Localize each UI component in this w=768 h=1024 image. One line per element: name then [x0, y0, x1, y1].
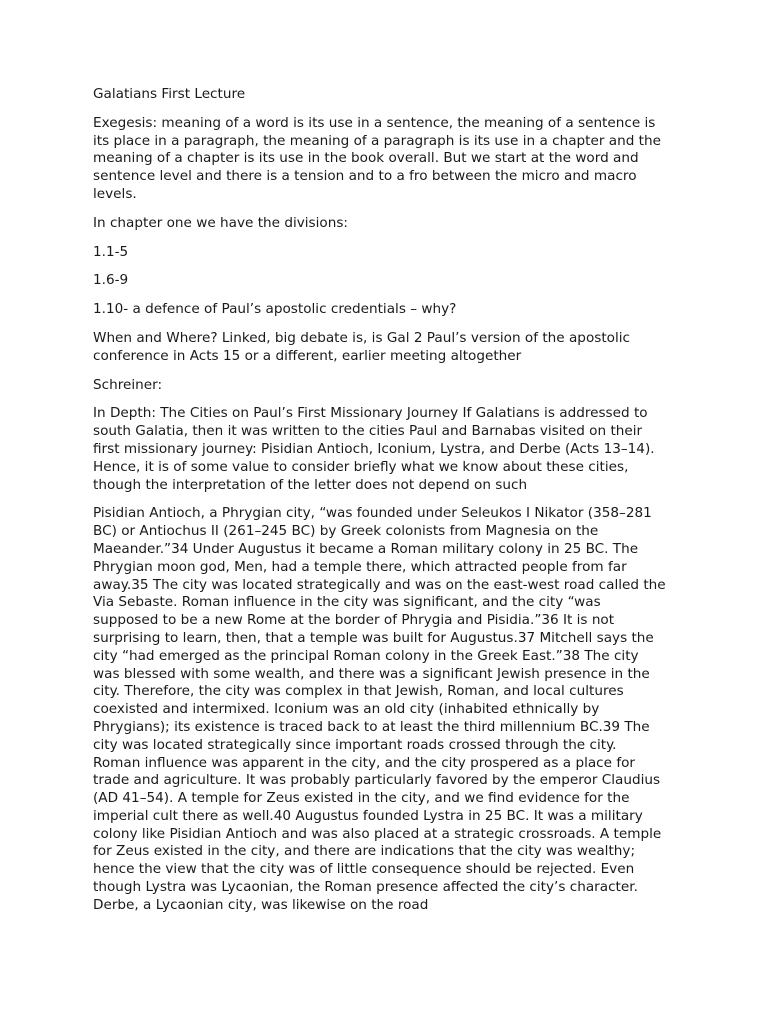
paragraph-when-where: When and Where? Linked, big debate is, is Gal 2 Paul’s version of the apostolic conference in Acts 15 or a different, earlier meeting altogether: [93, 329, 631, 364]
paragraph-division-1: 1.1-5: [93, 243, 129, 260]
paragraph-divisions-intro: In chapter one we have the divisions:: [93, 214, 349, 231]
paragraph-division-3: 1.10- a defence of Paul’s apostolic credentials – why?: [93, 301, 457, 318]
paragraph-division-2: 1.6-9: [93, 272, 129, 289]
document-title: Galatians First Lecture: [93, 86, 246, 102]
paragraph-in-depth: In Depth: The Cities on Paul’s First Missionary Journey If Galatians is addressed to south Galatia, then it was written to the cities Paul and Barnabas visited on their first missionary journey: Pisidian Antioch, Iconium, Lystra, and Derbe (Acts 13–14). Hence, it is of some value to consider briefly what we know about these cities, though the interpretation of the letter does not depend on such: [93, 405, 655, 493]
paragraph-exegesis: Exegesis: meaning of a word is its use in a sentence, the meaning of a sentence is its place in a paragraph, the meaning of a paragraph is its use in a chapter and the meaning of a chapter is its use in the book overall. But we start at the word and sentence level and there is a tension and to a fro between the micro and macro levels.: [93, 114, 661, 202]
paragraph-cities: Pisidian Antioch, a Phrygian city, “was founded under Seleukos I Nikator (358–281 BC) or Antiochus II (261–245 BC) by Greek colonists from Magnesia on the Maeander.”34 Under Augustus it became a Roman military colony in 25 BC. The Phrygian moon god, Men, had a temple there, which attracted people from far away.35 The city was located strategically and was on the east-west road called the Via Sebaste. Roman influence in the city was significant, and the city “was supposed to be a new Rome at the border of Phrygia and Pisidia.”36 It is not surprising to learn, then, that a temple was built for Augustus.37 Mitchell says the city “had emerged as the principal Roman colony in the Greek East.”38 The city was blessed with some wealth, and there was a significant Jewish presence in the city. Therefore, the city was complex in that Jewish, Roman, and local cultures coexisted and intermixed. Iconium was an old city (inhabited ethnically by Phrygians); its existence is traced back to at least the third millennium BC.39 The city was located strategically since important roads crossed through the city. Roman influence was apparent in the city, and the city prospered as a place for trade and agriculture. It was probably particularly favored by the emperor Claudius (AD 41–54). A temple for Zeus existed in the city, and we find evidence for the imperial cult there as well.40 Augustus founded Lystra in 25 BC. It was a military colony like Pisidian Antioch and was also placed at a strategic crossroads. A temple for Zeus existed in the city, and there are indications that the city was wealthy; hence the view that the city was of little consequence should be rejected. Even though Lystra was Lycaonian, the Roman presence affected the city’s character. Derbe, a Lycaonian city, was likewise on the road: [93, 505, 666, 913]
paragraph-schreiner-label: Schreiner:: [93, 376, 163, 393]
